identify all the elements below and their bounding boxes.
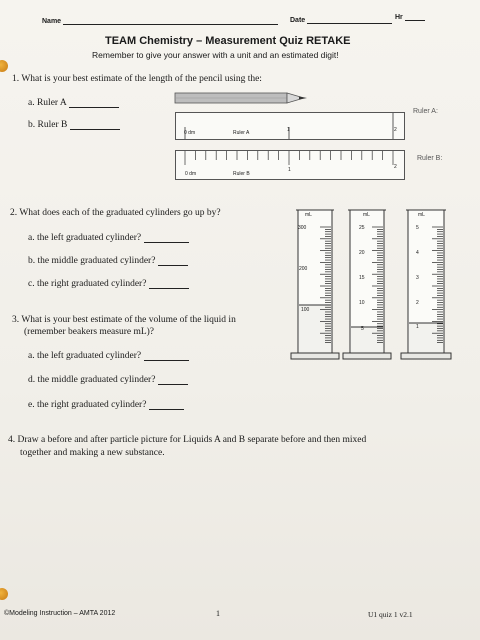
ruler-b-two: 2: [394, 164, 397, 170]
ruler-b-tag: Ruler B:: [417, 155, 443, 162]
middle-cylinder-label-10: 10: [359, 300, 365, 306]
ruler-b: [175, 150, 405, 180]
q3-prompt-line2: (remember beakers measure mL)?: [24, 327, 155, 337]
q4-prompt-line2: together and making a new substance.: [20, 448, 165, 458]
hr-label: Hr: [395, 14, 403, 21]
left-cylinder-label-300: 300: [298, 225, 307, 231]
ruler-a-one: 1: [287, 127, 290, 133]
q2a-answer-blank[interactable]: [144, 242, 189, 243]
middle-cylinder-unit: mL: [363, 212, 370, 218]
q2c-label: c. the right graduated cylinder?: [28, 279, 147, 289]
left-cylinder-label-100: 100: [301, 307, 310, 313]
q4-prompt-line1: 4. Draw a before and after particle picture for Liquids A and B separate before and then mixed: [8, 435, 367, 445]
hr-field[interactable]: [395, 14, 425, 21]
ruler-b-name: Ruler B: [233, 171, 250, 177]
q1b-label: b. Ruler B: [28, 120, 68, 130]
right-cylinder-label-1: 1: [416, 324, 419, 330]
q1-prompt: 1. What is your best estimate of the length of the pencil using the:: [12, 74, 262, 84]
q2b-label: b. the middle graduated cylinder?: [28, 256, 156, 266]
name-label: Name: [42, 18, 62, 25]
ruler-a-two: 2: [394, 127, 397, 133]
left-cylinder-label-200: 200: [299, 266, 308, 272]
q3-prompt-line1: 3. What is your best estimate of the volume of the liquid in: [12, 315, 236, 325]
name-field[interactable]: [42, 18, 278, 25]
q1a-row: [28, 98, 119, 108]
right-cylinder-label-4: 4: [416, 250, 419, 256]
right-cylinder-label-5: 5: [416, 225, 419, 231]
q3a-answer-blank[interactable]: [144, 360, 189, 361]
q2b-row: [28, 256, 188, 266]
middle-cylinder-label-20: 20: [359, 250, 365, 256]
middle-cylinder-label-25: 25: [359, 225, 365, 231]
q1a-label: a. Ruler A: [28, 98, 67, 108]
date-label: Date: [290, 17, 306, 24]
right-cylinder-label-3: 3: [416, 275, 419, 281]
page-title: TEAM Chemistry – Measurement Quiz RETAKE: [105, 35, 351, 47]
q3d-label: d. the middle graduated cylinder?: [28, 375, 156, 385]
page-number: 1: [216, 609, 220, 618]
ruler-b-zero: 0 dm: [185, 171, 197, 177]
ruler-a-name: Ruler A: [233, 130, 250, 136]
q1a-answer-blank[interactable]: [69, 107, 119, 108]
middle-graduated-cylinder: [340, 205, 396, 365]
binder-hole-top: [0, 60, 8, 72]
q3e-row: [28, 400, 184, 410]
footer-version: U1 quiz 1 v2.1: [368, 610, 413, 619]
q2a-row: [28, 233, 189, 243]
left-cylinder-unit: mL: [305, 212, 312, 218]
ruler-a-zero: 0 dm: [184, 130, 196, 136]
page-subtitle: Remember to give your answer with a unit and an estimated digit!: [92, 50, 339, 60]
q1b-row: [28, 120, 120, 130]
q3d-row: [28, 375, 188, 385]
right-cylinder-label-2: 2: [416, 300, 419, 306]
ruler-a-tag: Ruler A:: [413, 108, 438, 115]
q2a-label: a. the left graduated cylinder?: [28, 233, 142, 243]
binder-hole-bottom: [0, 588, 8, 600]
q3a-label: a. the left graduated cylinder?: [28, 351, 142, 361]
q3a-row: [28, 351, 189, 361]
right-graduated-cylinder: [396, 205, 458, 365]
middle-cylinder-label-15: 15: [359, 275, 365, 281]
right-cylinder-unit: mL: [418, 212, 425, 218]
q2b-answer-blank[interactable]: [158, 265, 188, 266]
ruler-b-one: 1: [288, 167, 291, 173]
q3d-answer-blank[interactable]: [158, 384, 188, 385]
q2-prompt: 2. What does each of the graduated cylinders go up by?: [10, 208, 221, 218]
q2c-row: [28, 279, 189, 289]
q1b-answer-blank[interactable]: [70, 129, 120, 130]
drawing-area[interactable]: [20, 465, 460, 595]
footer-copyright: ©Modeling Instruction – AMTA 2012: [4, 610, 116, 617]
q3e-label: e. the right graduated cylinder?: [28, 400, 147, 410]
ruler-a: [175, 112, 405, 140]
q2c-answer-blank[interactable]: [149, 288, 189, 289]
pencil-drawing: [174, 90, 310, 106]
date-field[interactable]: [290, 17, 392, 24]
q3e-answer-blank[interactable]: [149, 409, 184, 410]
middle-cylinder-label-5: 5: [361, 326, 364, 332]
